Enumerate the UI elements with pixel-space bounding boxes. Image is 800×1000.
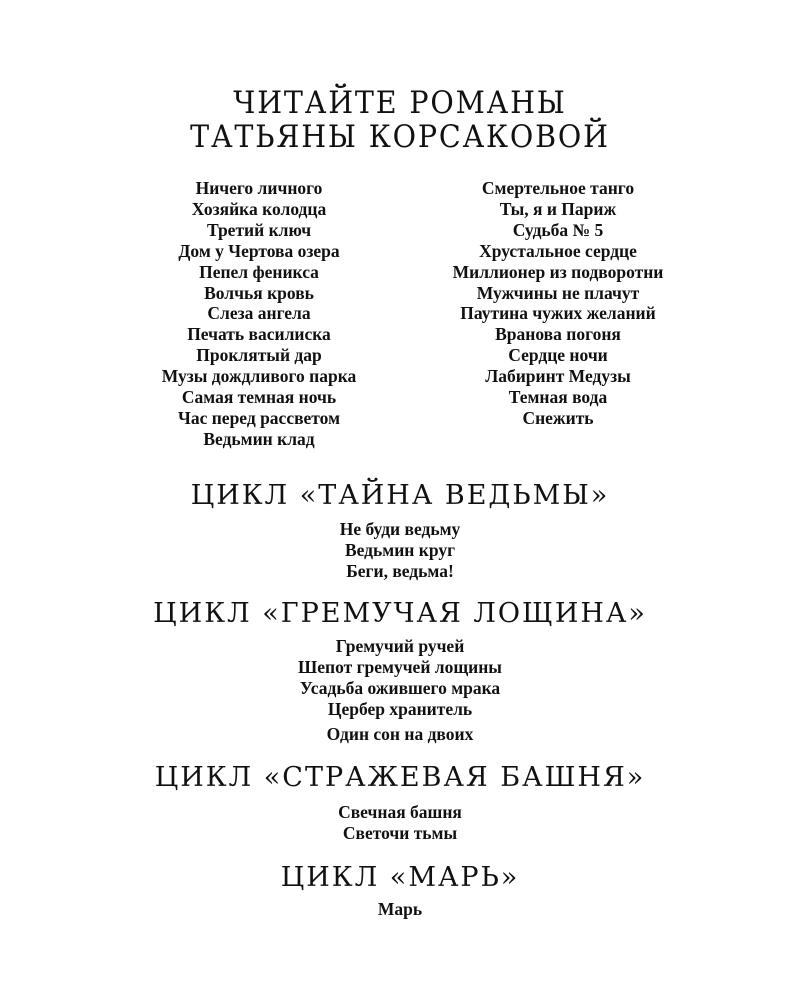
header-line-2: ТАТЬЯНЫ КОРСАКОВОЙ (190, 119, 610, 155)
book-title: Проклятый дар (196, 345, 322, 366)
book-title: Не буди ведьму (339, 519, 461, 539)
book-title: Слеза ангела (207, 303, 311, 324)
cycle-strazhevaya-bashnya (0, 762, 800, 844)
cycle-mar (0, 862, 800, 920)
cycle-title: ЦИКЛ «СТРАЖЕВАЯ БАШНЯ» (154, 762, 646, 793)
book-title: Гремучий ручей (335, 636, 465, 656)
book-title: Усадьба ожившего мрака (299, 678, 501, 698)
cycle-tayna-vedmy (0, 480, 800, 582)
book-title: Час перед рассветом (177, 407, 341, 428)
book-title: Сердце ночи (508, 345, 608, 366)
book-title: Судьба № 5 (512, 219, 604, 240)
book-title: Смертельное танго (481, 178, 635, 198)
book-title: Свечная башня (338, 802, 462, 822)
book-title: Снежить (522, 407, 594, 428)
book-title: Цербер хранитель (327, 699, 473, 719)
book-title: Один сон на двоих (326, 724, 474, 744)
book-title: Дом у Чертова озера (178, 240, 340, 261)
book-title: Марь (377, 899, 423, 919)
book-title: Хрустальное сердце (479, 240, 637, 261)
book-title: Беги, ведьма! (346, 561, 454, 581)
cycle-gremuchaya-loshchina (0, 598, 800, 745)
book-title: Волчья кровь (204, 282, 314, 303)
book-title: Хозяйка колодца (191, 198, 327, 219)
book-title: Пепел феникса (199, 261, 319, 282)
header-line-1: ЧИТАЙТЕ РОМАНЫ (233, 85, 567, 121)
book-title: Музы дождливого парка (161, 366, 357, 387)
book-title: Ты, я и Париж (499, 198, 617, 219)
book-title: Ведьмин круг (344, 540, 456, 560)
cycle-book-list (0, 899, 800, 920)
book-title: Самая темная ночь (181, 387, 337, 408)
book-title: Вранова погоня (495, 324, 621, 345)
book-title: Шепот гремучей лощины (298, 657, 502, 677)
book-title: Светочи тьмы (342, 823, 458, 843)
novels-right-column (378, 178, 738, 429)
book-title: Миллионер из подворотни (452, 261, 664, 282)
book-title: Лабиринт Медузы (485, 366, 631, 387)
standalone-novels (0, 178, 800, 458)
cycle-book-list (0, 636, 800, 745)
book-title: Паутина чужих желаний (460, 303, 656, 324)
cycle-book-list (0, 519, 800, 582)
book-title: Третий ключ (206, 219, 312, 240)
cycle-title: ЦИКЛ «ГРЕМУЧАЯ ЛОЩИНА» (153, 598, 647, 629)
book-title: Мужчины не плачут (476, 282, 640, 303)
page-header (0, 86, 800, 154)
book-title: Темная вода (508, 387, 608, 408)
book-title: Ничего личного (195, 178, 323, 198)
book-title: Печать василиска (187, 324, 331, 345)
cycle-title: ЦИКЛ «ТАЙНА ВЕДЬМЫ» (190, 480, 610, 511)
cycle-book-list (0, 802, 800, 844)
book-title: Ведьмин клад (203, 428, 315, 449)
cycle-title: ЦИКЛ «МАРЬ» (280, 862, 520, 893)
